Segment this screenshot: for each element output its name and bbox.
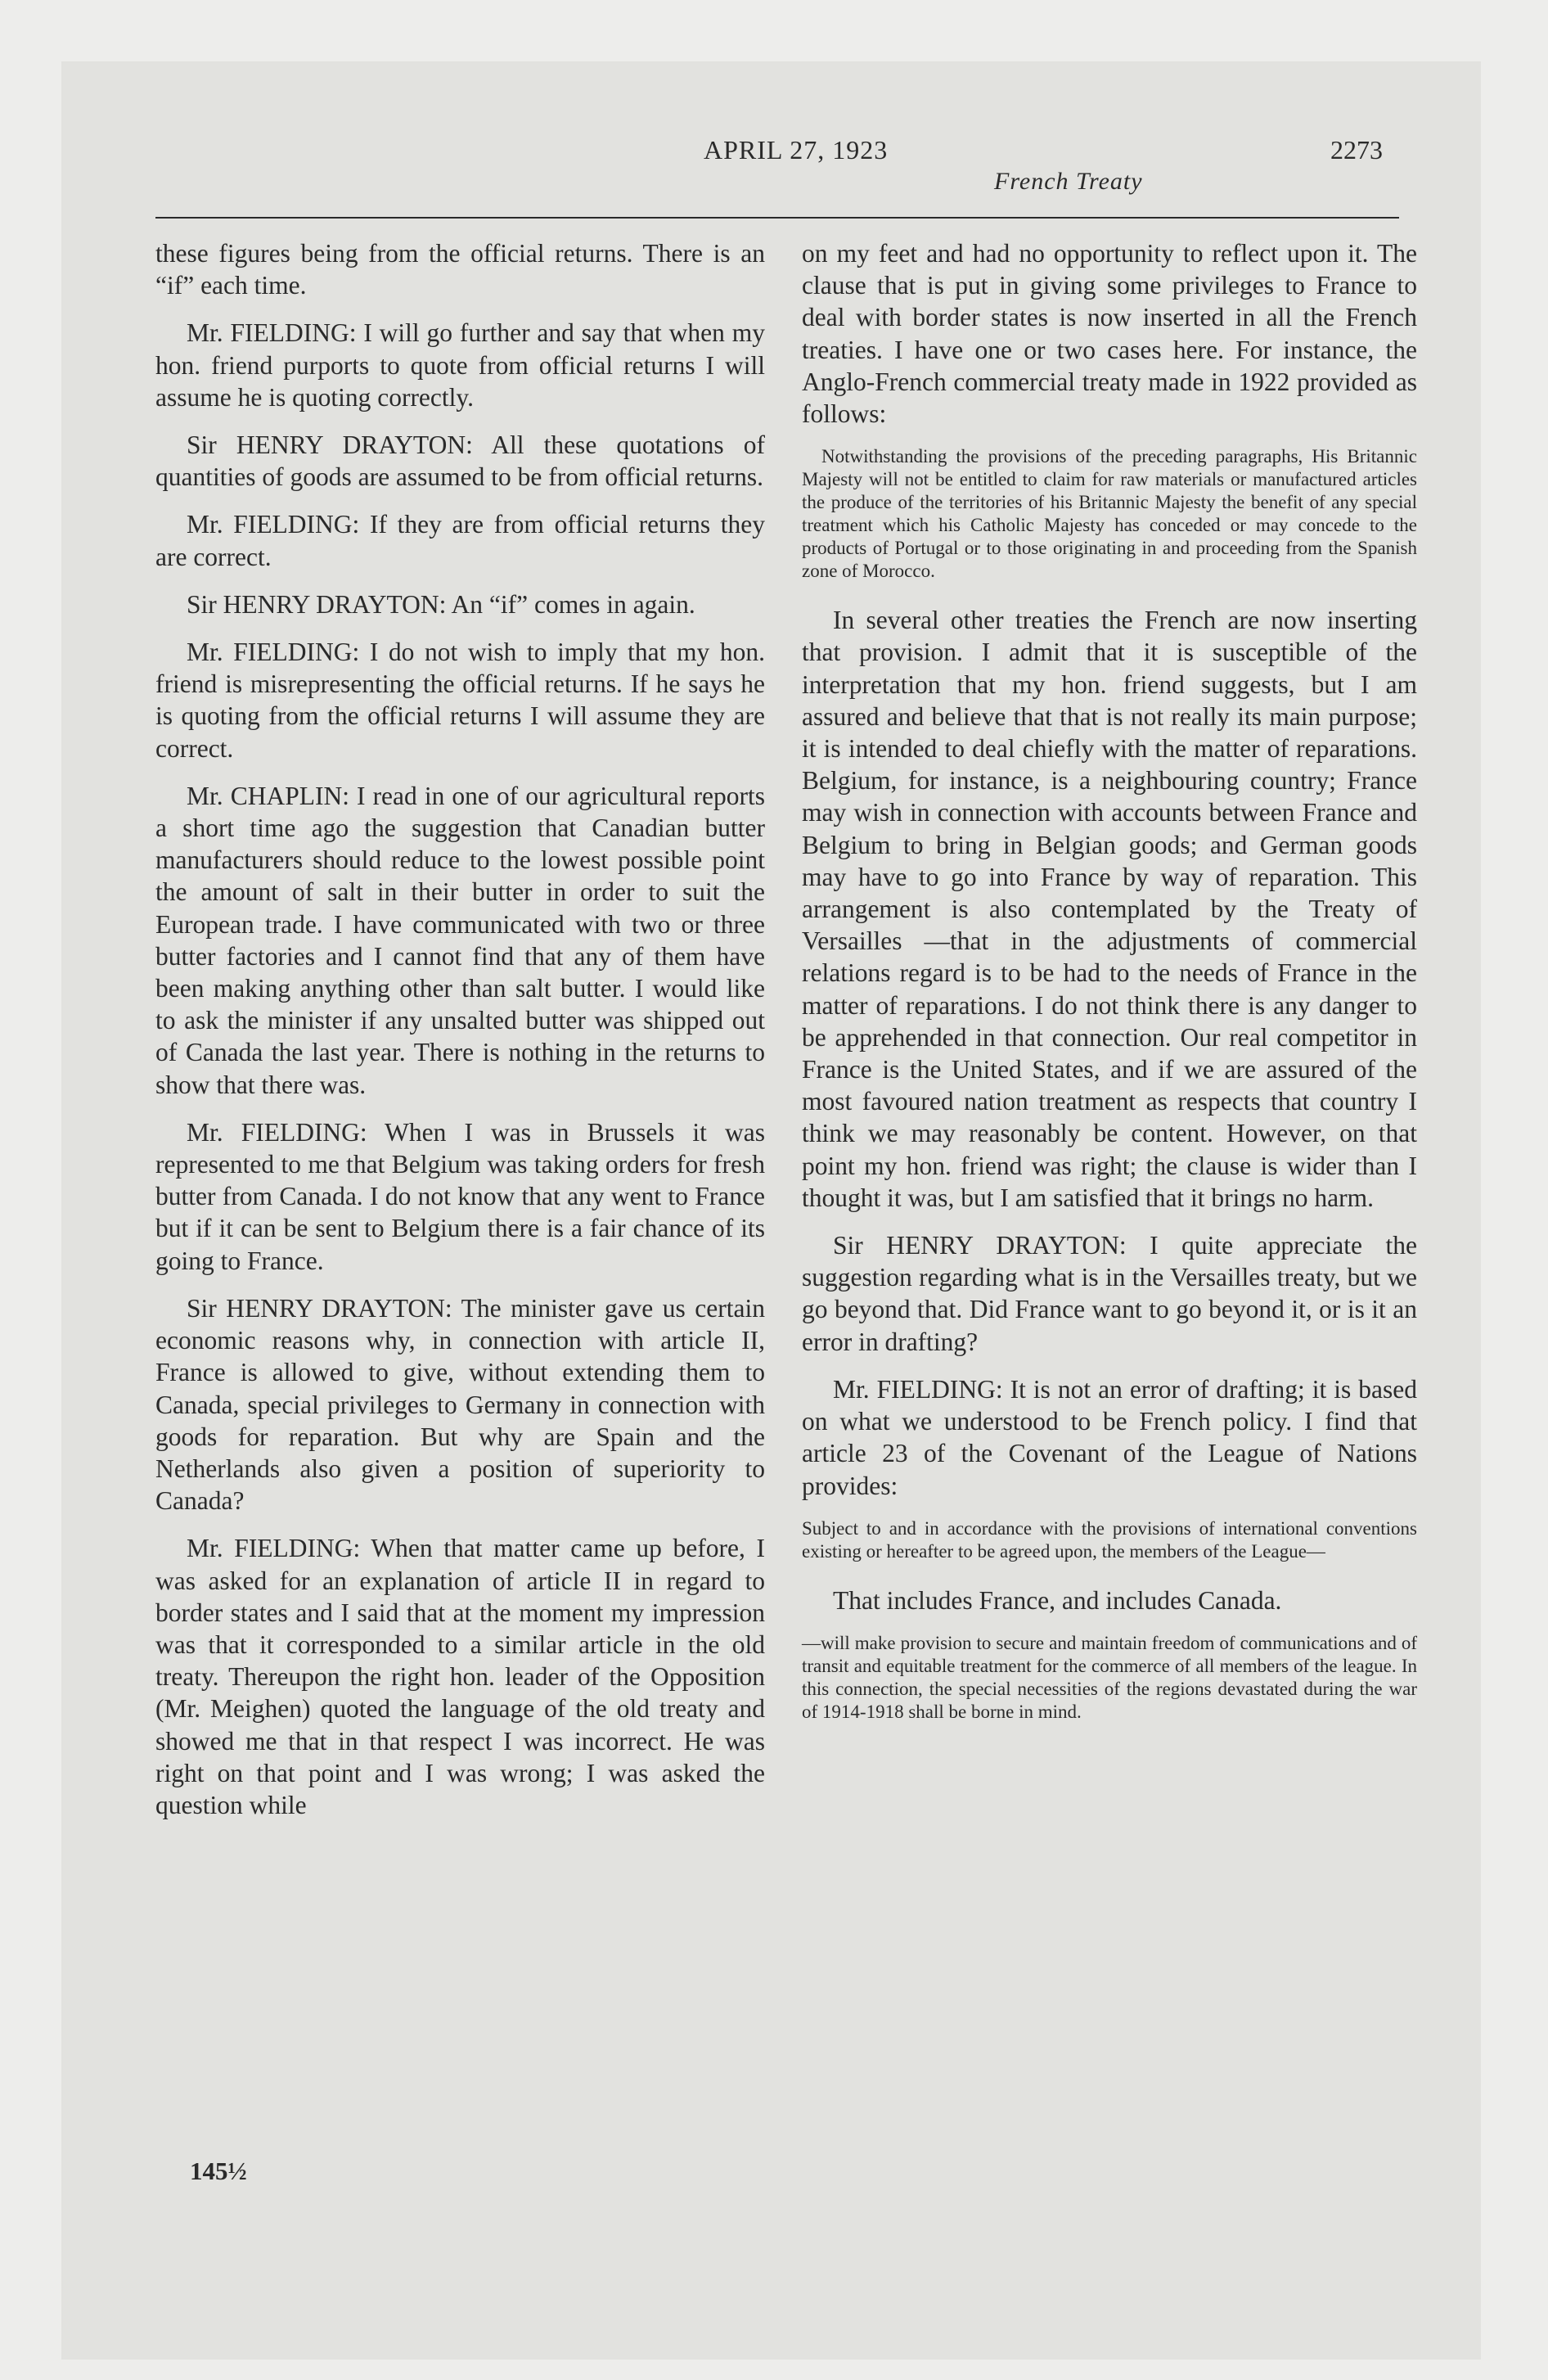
running-header	[155, 135, 1399, 195]
paragraph: That includes France, and includes Canada.	[833, 1585, 1282, 1615]
block-quote: Subject to and in accordance with the provisions of international conventions existing or hereafter to be agreed upon, the members of the League—	[802, 1517, 1417, 1562]
paragraph: Mr. FIELDING: When I was in Brussels it was represented to me that Belgium was taking orders for fresh butter from Canada. I do not know that any went to France but if it can be sent to Belgium there is a fair chance of its going to France.	[155, 1117, 765, 1275]
folio-mark: 145½	[190, 2157, 247, 2185]
header-date: APRIL 27, 1923	[704, 135, 889, 165]
paragraph: Mr. FIELDING: It is not an error of drafting; it is based on what we understood to be French policy. I find that article 23 of the Covenant of the League of Nations provides:	[802, 1374, 1417, 1500]
paragraph: Mr. FIELDING: I will go further and say that when my hon. friend purports to quote from official returns I will assume he is quoting correctly.	[155, 318, 765, 412]
paragraph: Sir HENRY DRAYTON: I quite appreciate the suggestion regarding what is in the Versailles treaty, but we go beyond that. Did France want to go beyond it, or is it an error in drafting?	[802, 1231, 1417, 1356]
paragraph: Mr. CHAPLIN: I read in one of our agricultural reports a short time ago the suggestion that Canadian butter manufacturers should reduce to the lowest possible point the amount of salt in their butter in order to suit the European trade. I have communicated with two or three butter factories and I cannot find that any of them have been making anything other than salt butter. I would like to ask the minister if any unsalted butter was shipped out of Canada the last year. There is nothing in the returns to show that there was.	[155, 781, 765, 1099]
paragraph: on my feet and had no opportunity to reflect upon it. The clause that is put in giving some privileges to France to deal with border states is now inserted in all the French treaties. I have one or two cases here. For instance, the Anglo-French commercial treaty made in 1922 provided as follows:	[802, 239, 1417, 429]
left-column	[155, 237, 765, 1837]
block-quote: —will make provision to secure and maintain freedom of communications and of transit and equitable treatment for the commerce of all members of the league. In this connection, the special necessities of the regions devastated during the war of 1914-1918 shall be borne in mind.	[802, 1632, 1417, 1722]
paragraph: Sir HENRY DRAYTON: The minister gave us certain economic reasons why, in connection with article II, France is allowed to give, without extending them to Canada, special privileges to Germany in connection with goods for reparation. But why are Spain and the Netherlands also given a position of superiority to Canada?	[155, 1293, 765, 1516]
paragraph: Sir HENRY DRAYTON: An “if” comes in again.	[187, 589, 695, 619]
block-quote: Notwithstanding the provisions of the preceding paragraphs, His Britannic Majesty will not be entitled to claim for raw materials or manufactured articles the produce of the territories of his Britannic Majesty the benefit of any special treatment which his Catholic Majesty has conceded or may concede to the products of Portugal or to those originating in and proceeding from the Spanish zone of Morocco.	[802, 446, 1417, 582]
header-rule	[155, 217, 1399, 219]
paragraph: Sir HENRY DRAYTON: All these quotations of quantities of goods are assumed to be from official returns.	[155, 430, 765, 492]
paragraph: Mr. FIELDING: When that matter came up before, I was asked for an explanation of article II in regard to border states and I said that at the moment my impression was that it corresponded to a similar article in the old treaty. Thereupon the right hon. leader of the Opposition (Mr. Meighen) quoted the language of the old treaty and showed me that in that respect I was incorrect. He was right on that point and I was wrong; I was asked the question while	[155, 1534, 765, 1819]
page-number: 2273	[1330, 135, 1383, 165]
paragraph: Mr. FIELDING: I do not wish to imply that my hon. friend is misrepresenting the official returns. If he says he is quoting from the official returns I will assume they are correct.	[155, 638, 765, 763]
paragraph: Mr. FIELDING: If they are from official returns they are correct.	[155, 510, 765, 571]
right-column	[802, 237, 1417, 1745]
header-subject: French Treaty	[994, 168, 1143, 195]
paragraph: these figures being from the official returns. There is an “if” each time.	[155, 239, 765, 300]
paragraph: In several other treaties the French are now inserting that provision. I admit that it is susceptible of the interpretation that my hon. friend suggests, but I am assured and believe that that is not really its main purpose; it is intended to deal chiefly with the matter of reparations. Belgium, for instance, is a neighbouring country; France may wish in connection with accounts between France and Belgium to bring in Belgian goods; and German goods may have to go into France by way of reparation. This arrangement is also contemplated by the Treaty of Versailles —that in the adjustments of commercial relations regard is to be had to the needs of France in the matter of reparations. I do not think there is any danger to be apprehended in that connection. Our real competitor in France is the United States, and if we are assured of the most favoured nation treatment as respects that country I think we may reasonably be content. However, on that point my hon. friend was right; the clause is wider than I thought it was, but I am satisfied that it brings no harm.	[802, 606, 1417, 1212]
